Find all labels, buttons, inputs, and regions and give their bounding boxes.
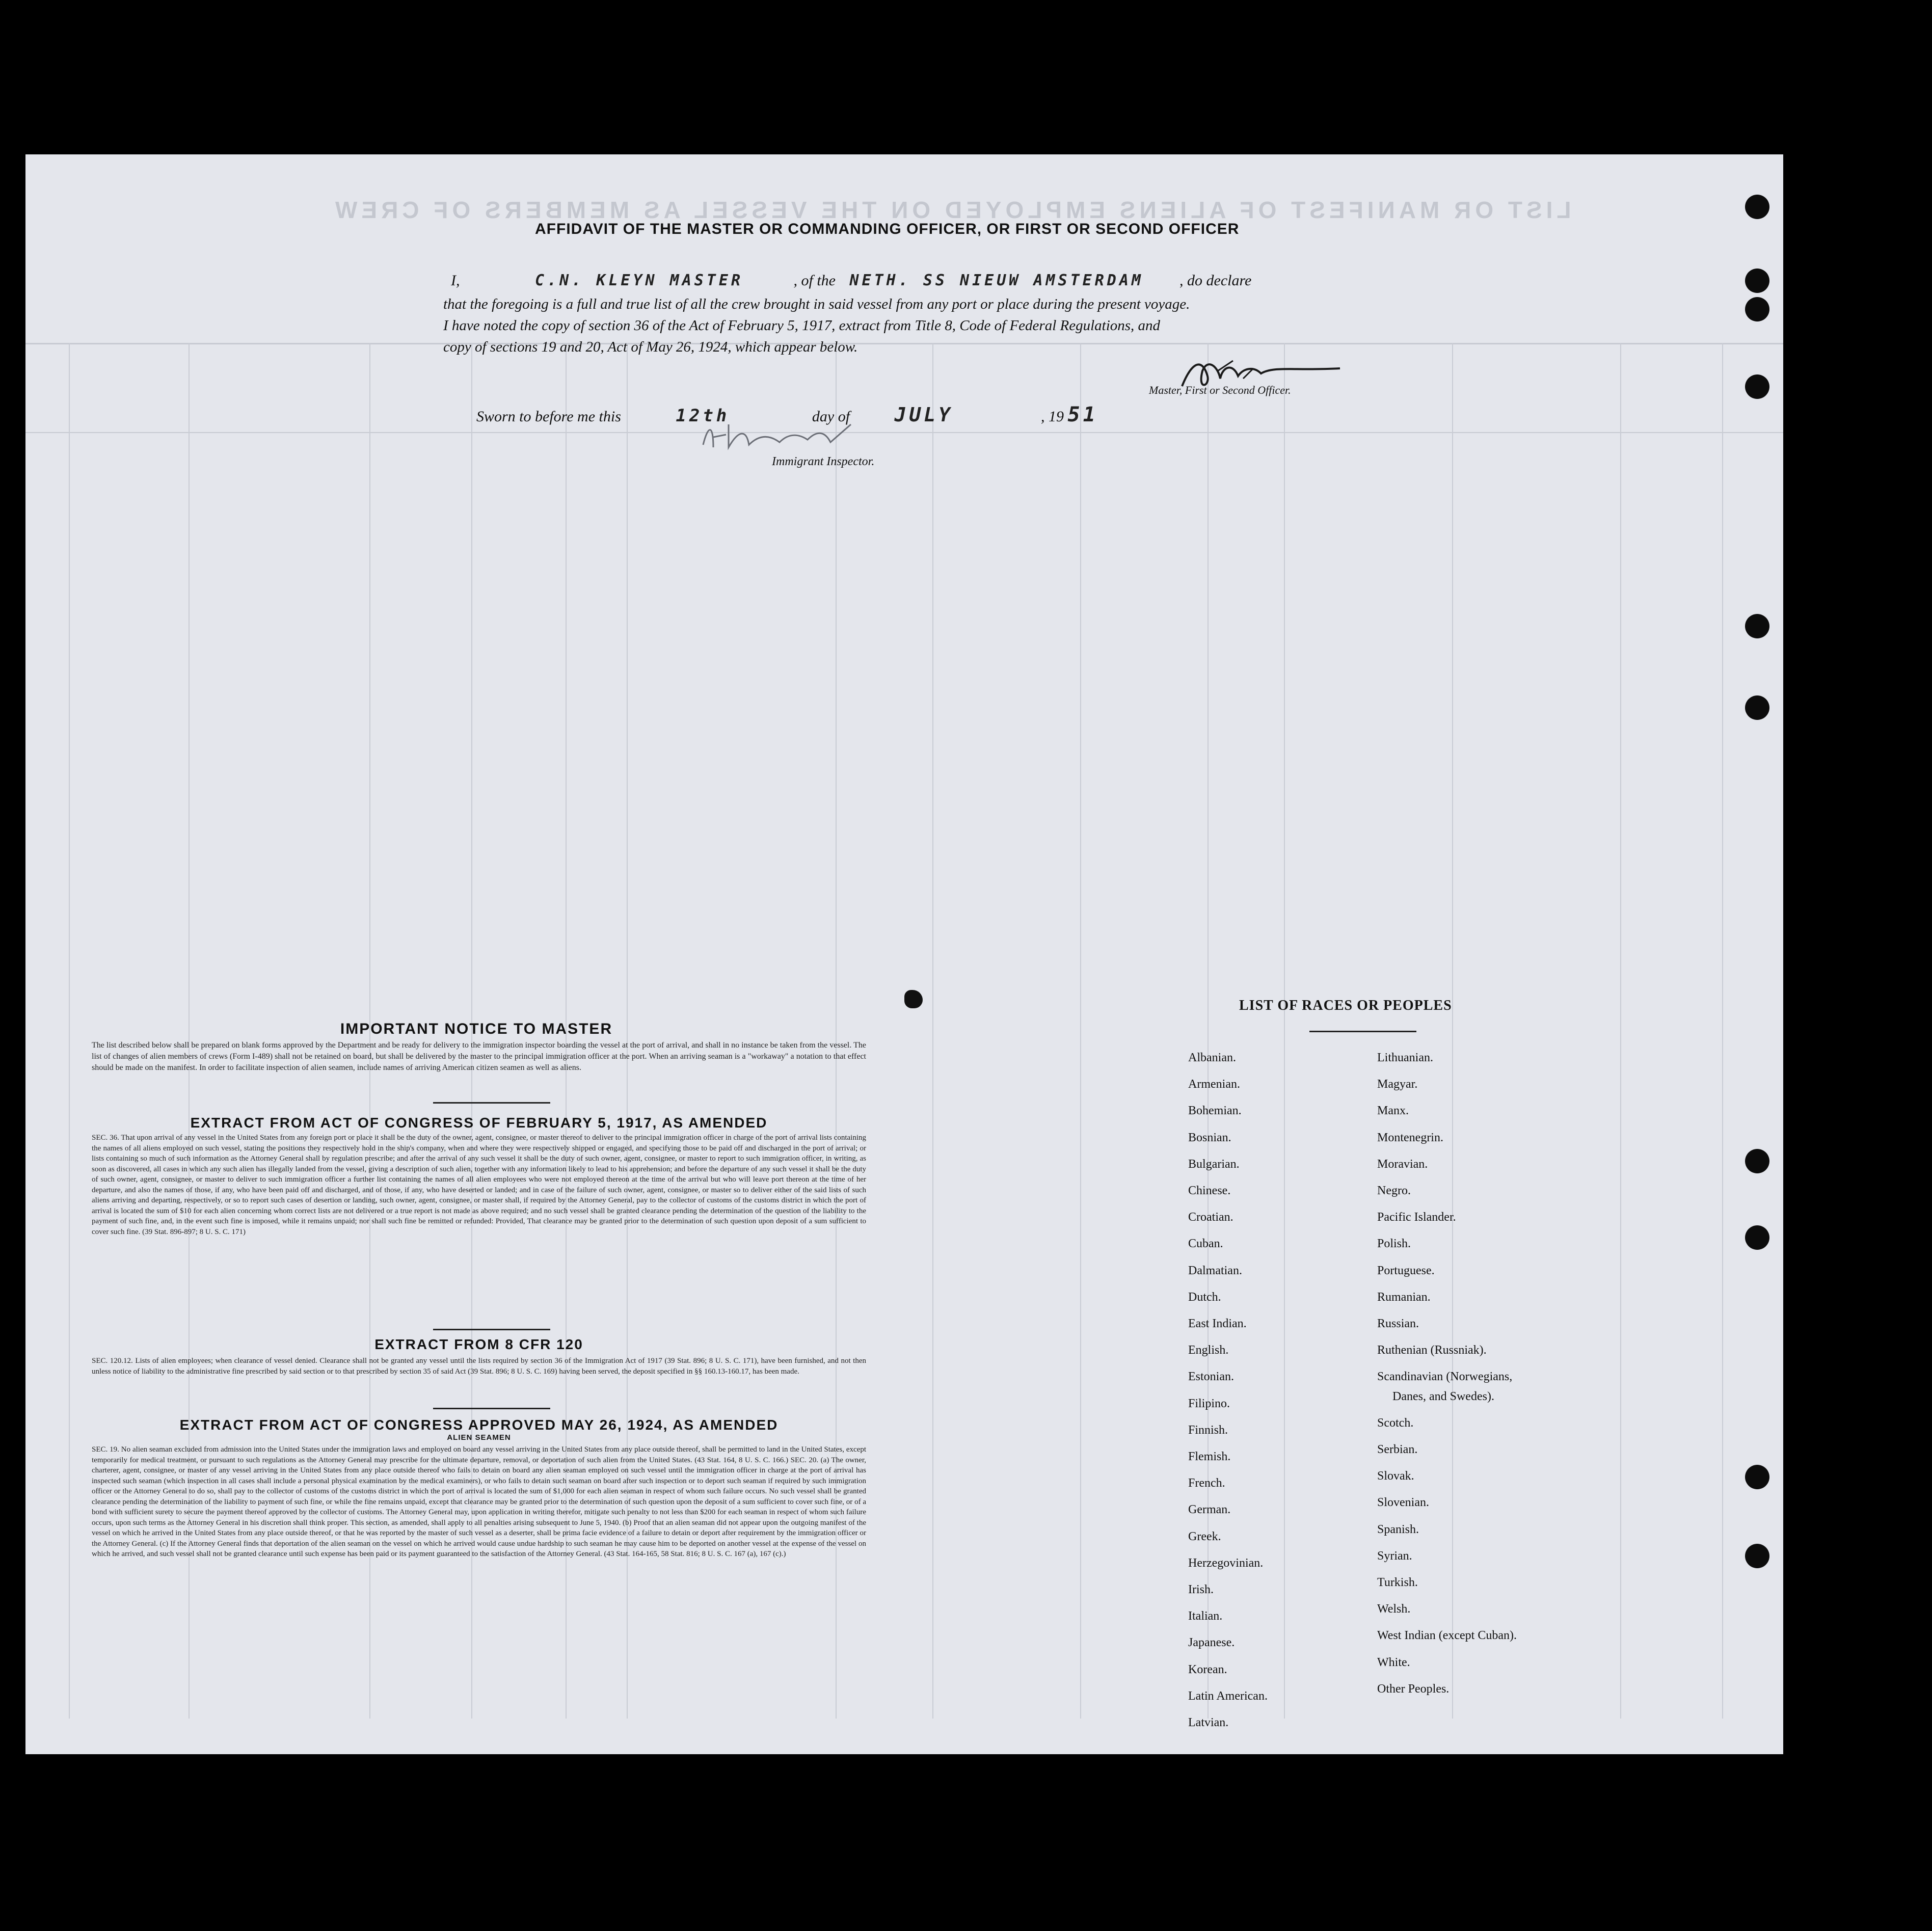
ghost-column-line: [1722, 343, 1723, 1719]
master-name-handwritten: C.N. KLEYN MASTER: [535, 272, 744, 289]
race-item: Latvian.: [1188, 1716, 1229, 1729]
race-item: Turkish.: [1377, 1576, 1418, 1589]
race-item: Portuguese.: [1377, 1264, 1435, 1277]
race-item: Polish.: [1377, 1237, 1411, 1251]
extract-cfr-body: SEC. 120.12. Lists of alien employees; when clearance of vessel denied. Clearance shall not be granted any vessel until the lists required by section 36 of the Immigration Act of 1917 (39 Stat. 896; 8 U. S. C. 171), have been furnished, and not then unless notice of liability to the administrative fine prescribed by said section or to that prescribed by section 35 of said Act (39 Stat. 896; 8 U. S. C. 169) having been served, the deposit specified in §§ 160.13-160.17, has been made.: [92, 1357, 866, 1376]
day-of-text: day of: [812, 408, 850, 425]
binder-hole: [1745, 297, 1769, 321]
race-item: Bohemian.: [1188, 1104, 1242, 1118]
ghost-column-line: [1080, 343, 1081, 1719]
binder-hole: [1745, 1225, 1769, 1250]
ink-blot: [904, 990, 923, 1008]
binder-hole: [1745, 195, 1769, 219]
master-caption: Master, First or Second Officer.: [1149, 384, 1291, 396]
race-item: Scandinavian (Norwegians,: [1377, 1370, 1513, 1384]
race-item: Lithuanian.: [1377, 1051, 1433, 1064]
race-item: Syrian.: [1377, 1549, 1412, 1563]
race-item: Negro.: [1377, 1184, 1411, 1197]
extract-cfr-heading: EXTRACT FROM 8 CFR 120: [374, 1336, 583, 1352]
ghost-column-line: [69, 343, 70, 1719]
extract-1917-heading: EXTRACT FROM ACT OF CONGRESS OF FEBRUARY 5, 1917, AS AMENDED: [190, 1115, 768, 1131]
race-item: Herzegovinian.: [1188, 1556, 1264, 1570]
race-item: Slovenian.: [1377, 1496, 1429, 1510]
binder-hole: [1745, 1149, 1769, 1173]
ghost-rule: [25, 432, 1783, 433]
affidavit-line-1: [451, 272, 1399, 289]
month-value: JULY: [894, 404, 954, 426]
extract-1917-body: SEC. 36. That upon arrival of any vessel in the United States from any foreign port or place it shall be the duty of the owner, agent, consignee, or master thereof to deliver to the principal immigration officer in charge of the port of arrival lists containing the names of all aliens employed on such vessel, stating the positions they respectively hold in the ship's company, when and where they were respectively shipped or engaged, and specifying those to be paid off and discharged in the port of arrival; or lists containing so much of such information as the Attorney General shall by regulation prescribe; and after the arrival of any such vessel it shall be the duty of such owner, agent, consignee, or master to report to such immigration officer, in writing, as soon as discovered, all cases in which any such alien has illegally landed from the vessel, giving a description of such alien, together with any information likely to lead to his apprehension; and before the departure of any such vessel it shall be the duty of such owner, agent, consignee, or master to deliver to such immigration officer a further list containing the names of all alien employees who were not employed thereon at the time of the arrival but who will leave port thereon at the time of her departure, and also the names of those, if any, who have been paid off and discharged, and of those, if any, who have deserted or landed; and in case of the failure of such owner, agent, consignee, or master so to deliver either of the said lists of such aliens arriving and departing, respectively, or so to report such cases of desertion or landing, such owner, agent, consignee, or master shall, if required by the Attorney General, pay to the collector of customs of the customs district in which the port of arrival is located the sum of $10 for each alien concerning whom correct lists are not delivered or a true report is not made as above required; and no such vessel shall be granted clearance pending the determination of the question of the liability to the payment of such fine, and, in the event such fine is imposed, while it remains unpaid; nor shall such fine be remitted or refunded: Provided, That clearance may be granted prior to the determination of such question upon deposit of a sum sufficient to cover such fine. (39 Stat. 896-897; 8 U. S. C. 171): [92, 1134, 866, 1236]
race-item: Finnish.: [1188, 1423, 1228, 1437]
binder-hole: [1745, 614, 1769, 638]
notice-body: The list described below shall be prepared on blank forms approved by the Department and be ready for delivery to the immigration inspector boarding the vessel at the port of arrival, and shall in no instance be taken from the vessel. The list of changes of alien members of crews (Form I-489) shall not be retained on board, but shall be delivered by the master to the principal immigration officer at the port. When an arriving seaman is a "workaway" a notation to that effect should be made on the manifest. In order to facilitate inspection of alien seamen, include names of arriving American citizen seamen as well as aliens.: [92, 1041, 866, 1072]
race-item: Scotch.: [1377, 1416, 1414, 1430]
race-item: Croatian.: [1188, 1211, 1233, 1224]
race-item: White.: [1377, 1655, 1410, 1669]
affidavit-title: AFFIDAVIT OF THE MASTER OR COMMANDING OFFICER, OR FIRST OR SECOND OFFICER: [535, 221, 1240, 237]
race-item: Armenian.: [1188, 1078, 1240, 1091]
binder-hole: [1745, 269, 1769, 293]
race-item: Serbian.: [1377, 1443, 1418, 1456]
race-item: German.: [1188, 1503, 1231, 1517]
race-item: East Indian.: [1188, 1317, 1247, 1330]
divider: [433, 1329, 550, 1330]
notice-heading: IMPORTANT NOTICE TO MASTER: [340, 1021, 613, 1037]
binder-hole: [1745, 695, 1769, 720]
race-item: Bulgarian.: [1188, 1157, 1240, 1171]
race-item: Russian.: [1377, 1317, 1419, 1330]
ghost-column-line: [1284, 343, 1285, 1719]
race-item: Welsh.: [1377, 1602, 1411, 1616]
race-item: Spanish.: [1377, 1522, 1419, 1536]
race-item: Estonian.: [1188, 1370, 1234, 1384]
races-divider: [1309, 1031, 1416, 1032]
race-item: Dalmatian.: [1188, 1264, 1242, 1277]
race-item: Flemish.: [1188, 1450, 1231, 1463]
binder-hole: [1745, 374, 1769, 399]
affidavit-line-4: copy of sections 19 and 20, Act of May 26, 1924, which appear below.: [443, 339, 858, 355]
race-item: Slovak.: [1377, 1469, 1414, 1483]
race-item: Rumanian.: [1377, 1290, 1431, 1304]
race-item: Ruthenian (Russniak).: [1377, 1344, 1487, 1357]
binder-hole: [1745, 1465, 1769, 1489]
of-the-text: , of the: [793, 272, 836, 289]
binder-hole: [1745, 1544, 1769, 1568]
manifest-sheet: [25, 154, 1783, 1754]
inspector-caption: Immigrant Inspector.: [772, 455, 875, 468]
race-item: English.: [1188, 1344, 1229, 1357]
race-item: West Indian (except Cuban).: [1377, 1629, 1517, 1643]
inspector-signature: [698, 419, 861, 455]
race-item: Bosnian.: [1188, 1131, 1231, 1144]
affidavit-line-3: I have noted the copy of section 36 of the Act of February 5, 1917, extract from Title 8, Code of Federal Regulations, and: [443, 317, 1161, 334]
race-item: Albanian.: [1188, 1051, 1236, 1064]
race-item: Italian.: [1188, 1610, 1223, 1623]
year-value: 51: [1067, 403, 1098, 426]
year-prefix: , 19: [1041, 408, 1064, 425]
race-item: Pacific Islander.: [1377, 1211, 1456, 1224]
race-item: Irish.: [1188, 1583, 1214, 1596]
extract-1924-subheading: ALIEN SEAMEN: [447, 1433, 511, 1442]
race-item: Dutch.: [1188, 1290, 1221, 1304]
ghost-header-text: LIST OR MANIFEST OF ALIENS EMPLOYED ON THE VESSEL AS MEMBERS OF CREW: [331, 197, 1571, 223]
vessel-name-handwritten: NETH. SS NIEUW AMSTERDAM: [849, 272, 1144, 289]
race-item: Magyar.: [1377, 1078, 1418, 1091]
divider: [433, 1102, 550, 1104]
do-declare-text: , do declare: [1179, 272, 1252, 289]
affidavit-line-2: that the foregoing is a full and true list of all the crew brought in said vessel from any port or place during the present voyage.: [443, 296, 1190, 312]
ghost-column-line: [1620, 343, 1621, 1719]
day-value: 12th: [676, 406, 730, 426]
race-item: Montenegrin.: [1377, 1131, 1443, 1144]
sworn-text: Sworn to before me this: [476, 408, 621, 425]
race-item: Latin American.: [1188, 1689, 1268, 1703]
races-heading: LIST OF RACES OR PEOPLES: [1239, 998, 1452, 1013]
extract-1924-body: SEC. 19. No alien seaman excluded from admission into the United States under the immigration laws and employed on board any vessel arriving in the United States from any place outside thereof, shall be permitted to land in the United States, except temporarily for medical treatment, or pursuant to such regulations as the Attorney General may prescribe for the ultimate departure, removal, or deportation of such alien from the United States. (43 Stat. 164, 8 U. S. C. 166.) SEC. 20. (a) The owner, charterer, agent, consignee, or master of any vessel arriving in the United States from any place outside thereof who fails to detain on board any alien seaman employed on such vessel until the immigration officer in charge at the port of arrival has inspected such seaman (which inspection in all cases shall include a personal physical examination by the medical examiners), or who fails to detain such seaman on board after such inspection or to deport such seaman if required by such immigration officer or the Attorney General to do so, shall pay to the collector of customs of the customs district in which the port of arrival is located the sum of $1,000 for each alien seaman in respect of whom such failure occurs. No such vessel shall be granted clearance pending the determination of the liability to payment of such fine, or while the fine remains unpaid, except that clearance may be granted prior to the determination of such question upon the deposit of a sum sufficient to cover such fine, or of a bond with sufficient surety to secure the payment thereof approved by the collector of customs. The Attorney General may, upon application in writing therefor, mitigate such penalty to not less than $200 for each seaman in respect of whom such failure occurs, upon such terms as the Attorney General in his discretion shall think proper. This section, as amended, shall apply to all penalties arising subsequent to June 5, 1940. (b) Proof that an alien seaman did not appear upon the outgoing manifest of the vessel on which he arrived in the United States from any place outside thereof, or that he was reported by the master of such vessel as a deserter, shall be prima facie evidence of a failure to detain or deport after requirement by the immigration officer or the Attorney General. (c) If the Attorney General finds that deportation of the alien seaman on the vessel on which he arrived would cause undue hardship to such seaman he may cause him to be deported on another vessel at the expense of the vessel on which he arrived, and such vessel shall not be granted clearance until such expense has been paid or its payment guaranteed to the satisfaction of the Attorney General. (43 Stat. 164-165, 58 Stat. 816; 8 U. S. C. 167 (a), 167 (c).): [92, 1445, 866, 1558]
ghost-column-line: [932, 343, 933, 1719]
race-item: Cuban.: [1188, 1237, 1223, 1251]
race-item: Greek.: [1188, 1530, 1221, 1543]
affidavit-i: I,: [451, 272, 460, 289]
race-item: Moravian.: [1377, 1157, 1428, 1171]
race-item: Filipino.: [1188, 1397, 1230, 1410]
race-item: Danes, and Swedes).: [1392, 1389, 1494, 1403]
extract-1924-heading: EXTRACT FROM ACT OF CONGRESS APPROVED MAY 26, 1924, AS AMENDED: [179, 1417, 779, 1433]
race-item: Chinese.: [1188, 1184, 1231, 1197]
ghost-column-line: [1452, 343, 1453, 1719]
race-item: Other Peoples.: [1377, 1682, 1450, 1696]
divider: [433, 1408, 550, 1409]
race-item: Manx.: [1377, 1104, 1409, 1118]
race-item: Korean.: [1188, 1662, 1227, 1676]
race-item: Japanese.: [1188, 1636, 1235, 1650]
race-item: French.: [1188, 1477, 1225, 1490]
